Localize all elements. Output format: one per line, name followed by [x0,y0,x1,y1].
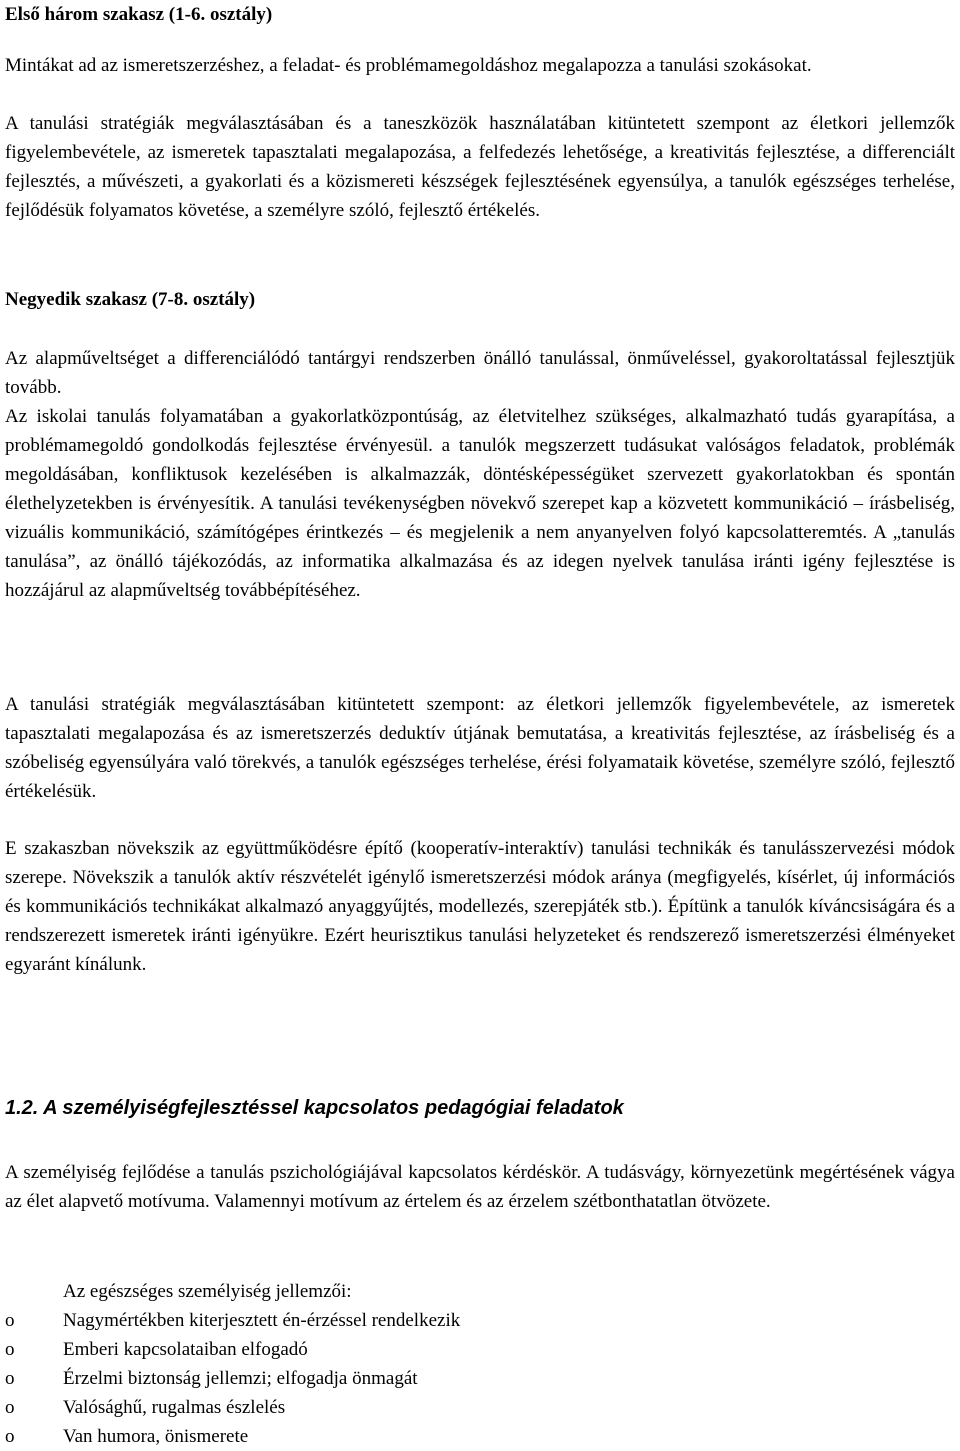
heading-first-three-stages: Első három szakasz (1-6. osztály) [5,4,273,25]
list-item-text: Nagymértékben kiterjesztett én-érzéssel rendelkezik [63,1310,461,1331]
list-item-text: Emberi kapcsolataiban elfogadó [63,1339,308,1360]
list-item-text: Érzelmi biztonság jellemzi; elfogadja önmagát [63,1368,418,1389]
section-heading-personality: 1.2. A személyiségfejlesztéssel kapcsolatos pedagógiai feladatok [5,1097,624,1119]
list-item [5,1422,955,1451]
list-item-text: Van humora, önismerete [63,1426,249,1447]
heading-fourth-stage: Negyedik szakasz (7-8. osztály) [5,289,256,310]
paragraph-cooperative-techniques: E szakaszban növekszik az együttműködésre építő (kooperatív-interaktív) tanulási technikák és tanulásszervezési módok szerepe. Növekszik a tanulók aktív részvételét igénylő ismeretszerzési módok aránya (megfigyelés, kísérlet, új információs és kommunikációs technikákat alkalmazó anyaggyűjtés, modellezés, szerepjáték stb.). Építünk a tanulók kíváncsiságára és a rendszerezett ismeretek iránti igényükre. Ezért heurisztikus tanulási helyzeteket és rendszerező ismeretszerzési élményeket egyaránt kínálunk. [5,838,955,975]
paragraph-learning-strategies-1: A tanulási stratégiák megválasztásában és a taneszközök használatában kitüntetett szempont az életkori jellemzők figyelembevétele, az ismeretek tapasztalati megalapozása, a felfedezés lehetősége, a kreativitás fejlesztése, a differenciált fejlesztés, a művészeti, a gyakorlati és a közismereti készségek fejlesztésének egyensúlya, a tanulók egészséges terhelése, fejlődésük folyamatos követése, a személyre szóló, fejlesztő értékelés. [5,113,955,221]
list-item [5,1306,955,1335]
bullet-icon: o [5,1310,15,1331]
paragraph-patterns: Mintákat ad az ismeretszerzéshez, a feladat- és problémamegoldáshoz megalapozza a tanulási szokásokat. [5,55,812,76]
list-intro: Az egészséges személyiség jellemzői: [63,1281,352,1302]
bullet-icon: o [5,1426,15,1447]
paragraph-personality-development: A személyiség fejlődése a tanulás pszichológiájával kapcsolatos kérdéskör. A tudásvágy, környezetünk megértésének vágya az élet alapvető motívuma. Valamennyi motívum az értelem és az érzelem szétbonthatatlan ötvözete. [5,1162,955,1212]
paragraph-basic-literacy: Az alapműveltséget a differenciálódó tantárgyi rendszerben önálló tanulással, önműveléssel, gyakoroltatással fejlesztjük tovább. [5,348,955,398]
list-item [5,1335,955,1364]
list-item-text: Valósághű, rugalmas észlelés [63,1397,286,1418]
paragraph-learning-strategies-2: A tanulási stratégiák megválasztásában kitüntetett szempont: az életkori jellemzők figyelembevétele, az ismeretek tapasztalati megalapozása és az ismeretszerzés deduktív útjának bemutatása, a kreativitás fejlesztése, az írásbeliség és a szóbeliség egyensúlyára való törekvés, a tanulók egészséges terhelése, érési folyamataik követése, személyre szóló, fejlesztő értékelésük. [5,694,955,802]
bullet-icon: o [5,1368,15,1389]
list-item [5,1393,955,1422]
paragraph-school-learning: Az iskolai tanulás folyamatában a gyakorlatközpontúság, az életvitelhez szükséges, alkalmazható tudás gyarapítása, a problémamegoldó gondolkodás fejlesztése érvényesül. a tanulók megszerzett tudásukat valóságos feladatok, problémák megoldásában, konfliktusok kezelésében is alkalmazzák, döntésképességüket szervezett gyakorlatokban és spontán élethelyzetekben is érvényesítik. A tanulási tevékenységben növekvő szerepet kap a közvetett kommunikáció – írásbeliség, vizuális kommunikáció, számítógépes érintkezés – és megjelenik a nem anyanyelven folyó kapcsolatteremtés. A „tanulás tanulása”, az önálló tájékozódás, az informatika alkalmazása és az idegen nyelvek tanulása iránti igény fejlesztése is hozzájárul az alapműveltség továbbépítéséhez. [5,406,955,601]
bullet-icon: o [5,1339,15,1360]
healthy-personality-list [5,1277,955,1451]
list-item [5,1364,955,1393]
bullet-icon: o [5,1397,15,1418]
